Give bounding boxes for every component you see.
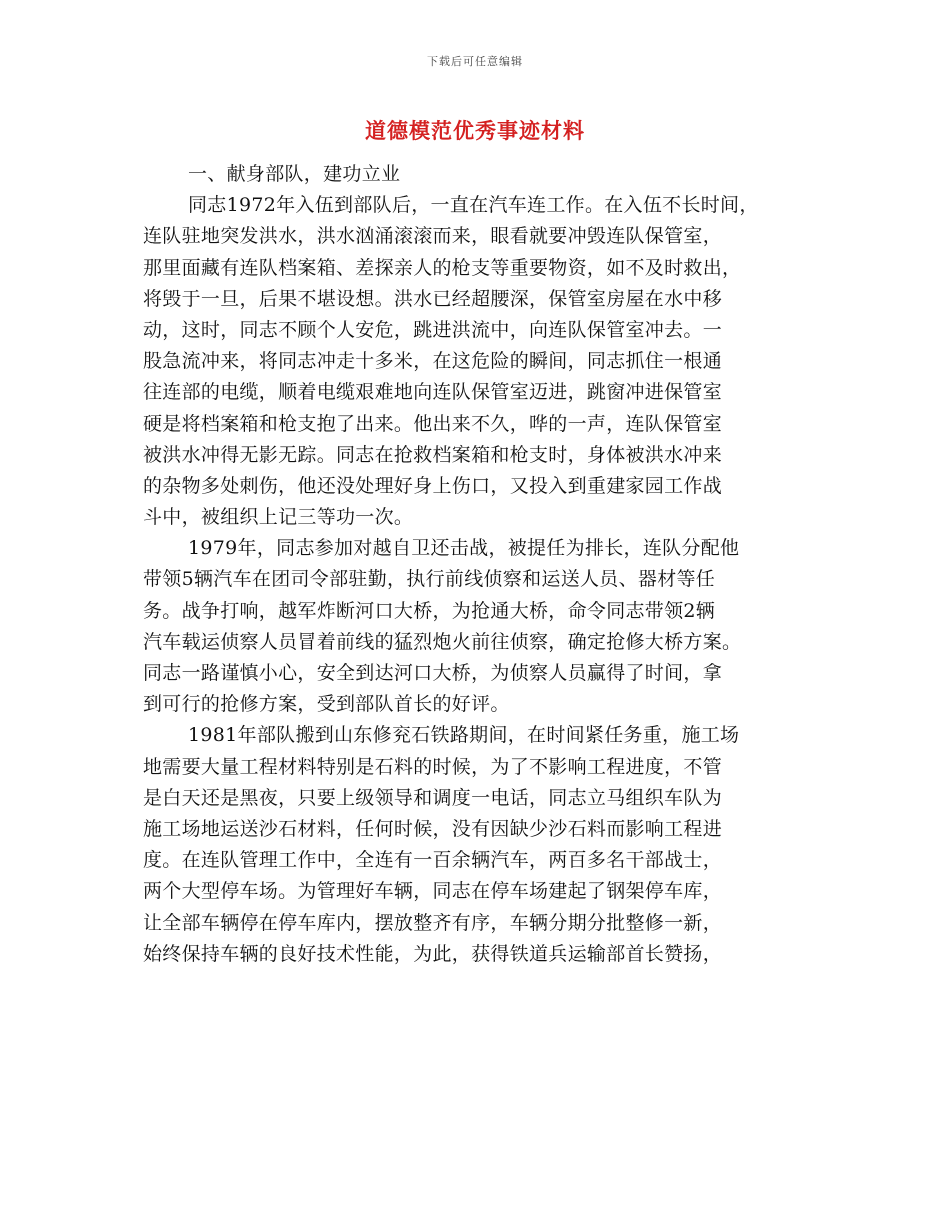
paragraph-line: 连队驻地突发洪水，洪水汹涌滚滚而来，眼看就要冲毁连队保管室， (143, 225, 723, 248)
paragraph-line: 汽车载运侦察人员冒着前线的猛烈炮火前往侦察，确定抢修大桥方案。 (143, 630, 742, 653)
paragraph-line: 到可行的抢修方案，受到部队首长的好评。 (143, 693, 510, 716)
paragraph-line: 度。在连队管理工作中，全连有一百余辆汽车，两百多名干部战士， (143, 849, 723, 872)
paragraph-line: 斗中，被组织上记三等功一次。 (143, 506, 414, 529)
paragraph-line: 始终保持车辆的良好技术性能，为此，获得铁道兵运输部首长赞扬， (143, 942, 723, 965)
document-title: 道德模范优秀事迹材料 (365, 118, 585, 143)
paragraph-line: 1979年，同志参加对越自卫还击战，被提任为排长，连队分配他 (188, 537, 740, 560)
paragraph-line: 动，这时，同志不顾个人安危，跳进洪流中，向连队保管室冲去。一 (143, 318, 723, 341)
paragraph-line: 同志1972年入伍到部队后，一直在汽车连工作。在入伍不长时间， (188, 194, 759, 217)
paragraph-line: 往连部的电缆，顺着电缆艰难地向连队保管室迈进，跳窗冲进保管室 (143, 381, 723, 404)
paragraph-line: 是白天还是黑夜，只要上级领导和调度一电话，同志立马组织车队为 (143, 786, 723, 809)
paragraph-line: 带领5辆汽车在团司令部驻勤，执行前线侦察和运送人员、器材等任 (143, 568, 716, 591)
paragraph-line: 两个大型停车场。为管理好车辆，同志在停车场建起了钢架停车库， (143, 880, 723, 903)
paragraph-line: 硬是将档案箱和枪支抱了出来。他出来不久，哗的一声，连队保管室 (143, 412, 723, 435)
paragraph-line: 让全部车辆停在停车库内，摆放整齐有序，车辆分期分批整修一新， (143, 911, 723, 934)
paragraph-line: 地需要大量工程材料特别是石料的时候，为了不影响工程进度，不管 (143, 755, 723, 778)
paragraph-line: 1981年部队搬到山东修兖石铁路期间，在时间紧任务重，施工场 (188, 724, 740, 747)
section-heading: 一、献身部队，建功立业 (188, 163, 401, 185)
document-body (143, 159, 823, 970)
paragraph-line: 的杂物多处刺伤，他还没处理好身上伤口，又投入到重建家园工作战 (143, 474, 723, 497)
page-header-note: 下载后可任意编辑 (427, 55, 523, 68)
paragraph-line: 务。战争打响，越军炸断河口大桥，为抢通大桥，命令同志带领2辆 (143, 599, 716, 622)
paragraph-line: 同志一路谨慎小心，安全到达河口大桥，为侦察人员赢得了时间，拿 (143, 662, 723, 684)
paragraph-line: 那里面藏有连队档案箱、差探亲人的枪支等重要物资，如不及时救出， (143, 256, 742, 279)
paragraph-line: 被洪水冲得无影无踪。同志在抢救档案箱和枪支时，身体被洪水冲来 (143, 443, 723, 466)
paragraph-line: 股急流冲来，将同志冲走十多米，在这危险的瞬间，同志抓住一根通 (143, 350, 723, 373)
paragraph-line: 施工场地运送沙石材料，任何时候，没有因缺少沙石料而影响工程进 (143, 817, 723, 840)
paragraph-line: 将毁于一旦，后果不堪设想。洪水已经超腰深，保管室房屋在水中移 (143, 287, 723, 310)
